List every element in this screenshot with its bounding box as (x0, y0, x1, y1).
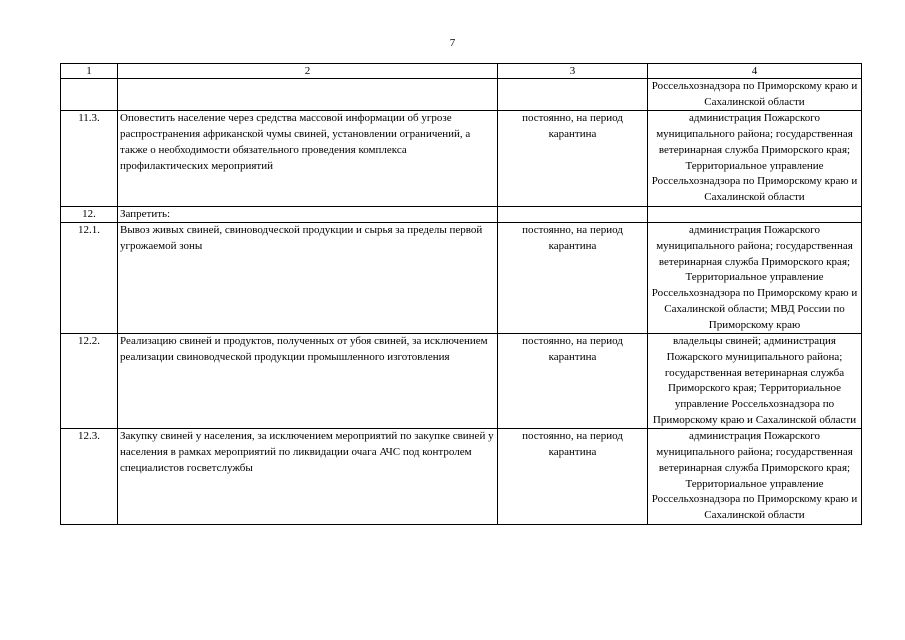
page-number: 7 (449, 37, 456, 49)
row-number (61, 79, 118, 111)
table-row (61, 223, 862, 334)
table-row (61, 206, 862, 223)
column-header-4: 4 (648, 64, 862, 79)
table-row (61, 334, 862, 429)
row-measure: Реализацию свиней и продуктов, полученных от убоя свиней, за исключением реализации свиноводческой продукции промышленного изготовления (118, 334, 498, 429)
row-responsible: Россельхознадзора по Приморскому краю и Сахалинской области (648, 79, 862, 111)
column-header-2: 2 (118, 64, 498, 79)
row-term: постоянно, на период карантина (498, 334, 648, 429)
table-row (61, 429, 862, 524)
column-header-1: 1 (61, 64, 118, 79)
row-number: 12. (61, 206, 118, 223)
row-responsible: администрация Пожарского муниципального района; государственная ветеринарная служба Приморского края; Территориальное управление Россельхознадзора по Приморскому краю и Сахалинской области; МВД России по Приморскому краю (648, 223, 862, 334)
row-number: 12.2. (61, 334, 118, 429)
measures-table (60, 63, 862, 525)
row-term: постоянно, на период карантина (498, 223, 648, 334)
row-responsible: администрация Пожарского муниципального района; государственная ветеринарная служба Приморского края; Территориальное управление Россельхознадзора по Приморскому краю и Сахалинской области (648, 111, 862, 206)
row-responsible (648, 206, 862, 223)
table-row (61, 79, 862, 111)
row-number: 11.3. (61, 111, 118, 206)
row-measure: Закупку свиней у населения, за исключением мероприятий по закупке свиней у населения в рамках мероприятий по ликвидации очага АЧС под контролем специалистов госветслужбы (118, 429, 498, 524)
row-responsible: администрация Пожарского муниципального района; государственная ветеринарная служба Приморского края; Территориальное управление Россельхознадзора по Приморскому краю и Сахалинской области (648, 429, 862, 524)
row-term: постоянно, на период карантина (498, 111, 648, 206)
row-number: 12.3. (61, 429, 118, 524)
table-row (61, 111, 862, 206)
table-header-row (61, 64, 862, 79)
row-measure (118, 79, 498, 111)
row-term (498, 79, 648, 111)
row-measure: Оповестить население через средства массовой информации об угрозе распространения африканской чумы свиней, установлении ограничений, а также о необходимости обязательного проведения комплекса профилактических мероприятий (118, 111, 498, 206)
row-term: постоянно, на период карантина (498, 429, 648, 524)
row-measure: Вывоз живых свиней, свиноводческой продукции и сырья за пределы первой угрожаемой зоны (118, 223, 498, 334)
column-header-3: 3 (498, 64, 648, 79)
row-measure: Запретить: (118, 206, 498, 223)
row-responsible: владельцы свиней; администрация Пожарского муниципального района; государственная ветеринарная служба Приморского края; Территориальное управление Россельхознадзора по Приморскому краю и Сахалинской области (648, 334, 862, 429)
row-term (498, 206, 648, 223)
row-number: 12.1. (61, 223, 118, 334)
